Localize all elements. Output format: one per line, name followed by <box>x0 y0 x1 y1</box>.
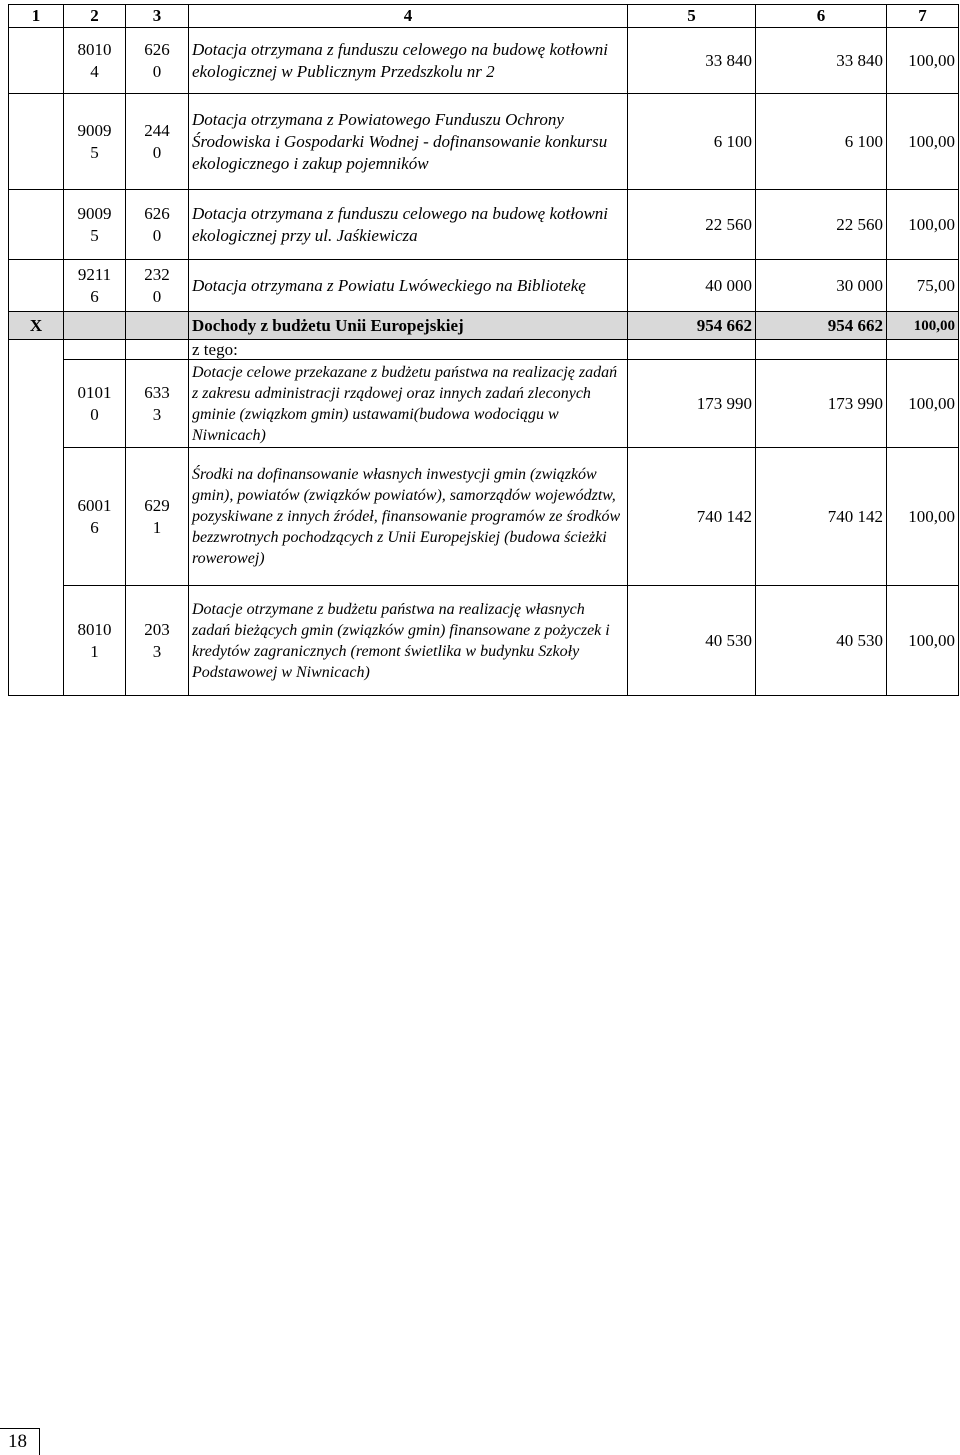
table-row <box>9 94 959 190</box>
empty-cell <box>9 448 64 586</box>
section-plan-amount: 954 662 <box>628 312 756 340</box>
section-row <box>9 312 959 340</box>
empty-cell <box>9 190 64 260</box>
executed-amount: 40 530 <box>756 586 887 696</box>
description: Dotacja otrzymana z funduszu celowego na budowę kotłowni ekologicznej w Publicznym Przedszkolu nr 2 <box>189 28 628 94</box>
description: Dotacje otrzymane z budżetu państwa na realizację własnych zadań bieżących gmin (związków gmin) finansowane z pożyczek i kredytów zagranicznych (remont świetlika w budynku Szkoły Podstawowej w Niwnicach) <box>189 586 628 696</box>
section-title: Dochody z budżetu Unii Europejskiej <box>189 312 628 340</box>
executed-amount: 173 990 <box>756 360 887 448</box>
table-row <box>9 190 959 260</box>
header-cell-2: 2 <box>64 5 126 28</box>
plan-amount: 740 142 <box>628 448 756 586</box>
empty-cell <box>126 340 189 360</box>
table-row <box>9 448 959 586</box>
empty-cell <box>64 340 126 360</box>
percent-executed: 100,00 <box>887 190 959 260</box>
header-cell-3: 3 <box>126 5 189 28</box>
header-row <box>9 5 959 28</box>
budget-table <box>8 4 959 696</box>
page-number: 18 <box>0 1428 40 1455</box>
executed-amount: 30 000 <box>756 260 887 312</box>
paragraph-code: 203 3 <box>126 586 189 696</box>
header-cell-5: 5 <box>628 5 756 28</box>
section-code: 8010 4 <box>64 28 126 94</box>
plan-amount: 173 990 <box>628 360 756 448</box>
executed-amount: 22 560 <box>756 190 887 260</box>
empty-cell <box>9 340 64 360</box>
executed-amount: 6 100 <box>756 94 887 190</box>
empty-cell <box>9 360 64 448</box>
section-mark: X <box>9 312 64 340</box>
table-row <box>9 360 959 448</box>
description: Dotacja otrzymana z Powiatowego Funduszu Ochrony Środowiska i Gospodarki Wodnej - dofinansowanie konkursu ekologicznego i zakup pojemników <box>189 94 628 190</box>
paragraph-code: 633 3 <box>126 360 189 448</box>
empty-cell <box>9 586 64 696</box>
paragraph-code: 244 0 <box>126 94 189 190</box>
table-row <box>9 260 959 312</box>
paragraph-code: 626 0 <box>126 28 189 94</box>
paragraph-code: 626 0 <box>126 190 189 260</box>
empty-cell <box>9 260 64 312</box>
empty-cell <box>64 312 126 340</box>
empty-cell <box>887 340 959 360</box>
table-row <box>9 28 959 94</box>
header-cell-6: 6 <box>756 5 887 28</box>
paragraph-code: 232 0 <box>126 260 189 312</box>
empty-cell <box>126 312 189 340</box>
description: Dotacja otrzymana z funduszu celowego na budowę kotłowni ekologicznej przy ul. Jaśkiewicza <box>189 190 628 260</box>
percent-executed: 100,00 <box>887 586 959 696</box>
description: Dotacje celowe przekazane z budżetu państwa na realizację zadań z zakresu administracji rządowej oraz innych zadań zleconych gminie (związkom gmin) ustawami(budowa wodociągu w Niwnicach) <box>189 360 628 448</box>
description: Środki na dofinansowanie własnych inwestycji gmin (związków gmin), powiatów (związków powiatów), samorządów województw, pozyskiwane z innych źródeł, finansowanie programów ze środków bezzwrotnych pochodzących z Unii Europejskiej (budowa ścieżki rowerowej) <box>189 448 628 586</box>
section-code: 9211 6 <box>64 260 126 312</box>
section-code: 6001 6 <box>64 448 126 586</box>
section-code: 8010 1 <box>64 586 126 696</box>
empty-cell <box>756 340 887 360</box>
plan-amount: 33 840 <box>628 28 756 94</box>
plan-amount: 22 560 <box>628 190 756 260</box>
paragraph-code: 629 1 <box>126 448 189 586</box>
percent-executed: 100,00 <box>887 28 959 94</box>
section-executed-amount: 954 662 <box>756 312 887 340</box>
percent-executed: 100,00 <box>887 448 959 586</box>
section-code: 0101 0 <box>64 360 126 448</box>
percent-executed: 100,00 <box>887 94 959 190</box>
section-code: 9009 5 <box>64 94 126 190</box>
empty-cell <box>628 340 756 360</box>
empty-cell <box>9 94 64 190</box>
table-row <box>9 586 959 696</box>
percent-executed: 100,00 <box>887 360 959 448</box>
description: Dotacja otrzymana z Powiatu Lwóweckiego na Bibliotekę <box>189 260 628 312</box>
empty-cell <box>9 28 64 94</box>
plan-amount: 40 530 <box>628 586 756 696</box>
plan-amount: 6 100 <box>628 94 756 190</box>
executed-amount: 33 840 <box>756 28 887 94</box>
subheading-row <box>9 340 959 360</box>
header-cell-1: 1 <box>9 5 64 28</box>
section-code: 9009 5 <box>64 190 126 260</box>
plan-amount: 40 000 <box>628 260 756 312</box>
header-cell-7: 7 <box>887 5 959 28</box>
executed-amount: 740 142 <box>756 448 887 586</box>
subheading: z tego: <box>189 340 628 360</box>
header-cell-4: 4 <box>189 5 628 28</box>
section-percent: 100,00 <box>887 312 959 340</box>
percent-executed: 75,00 <box>887 260 959 312</box>
